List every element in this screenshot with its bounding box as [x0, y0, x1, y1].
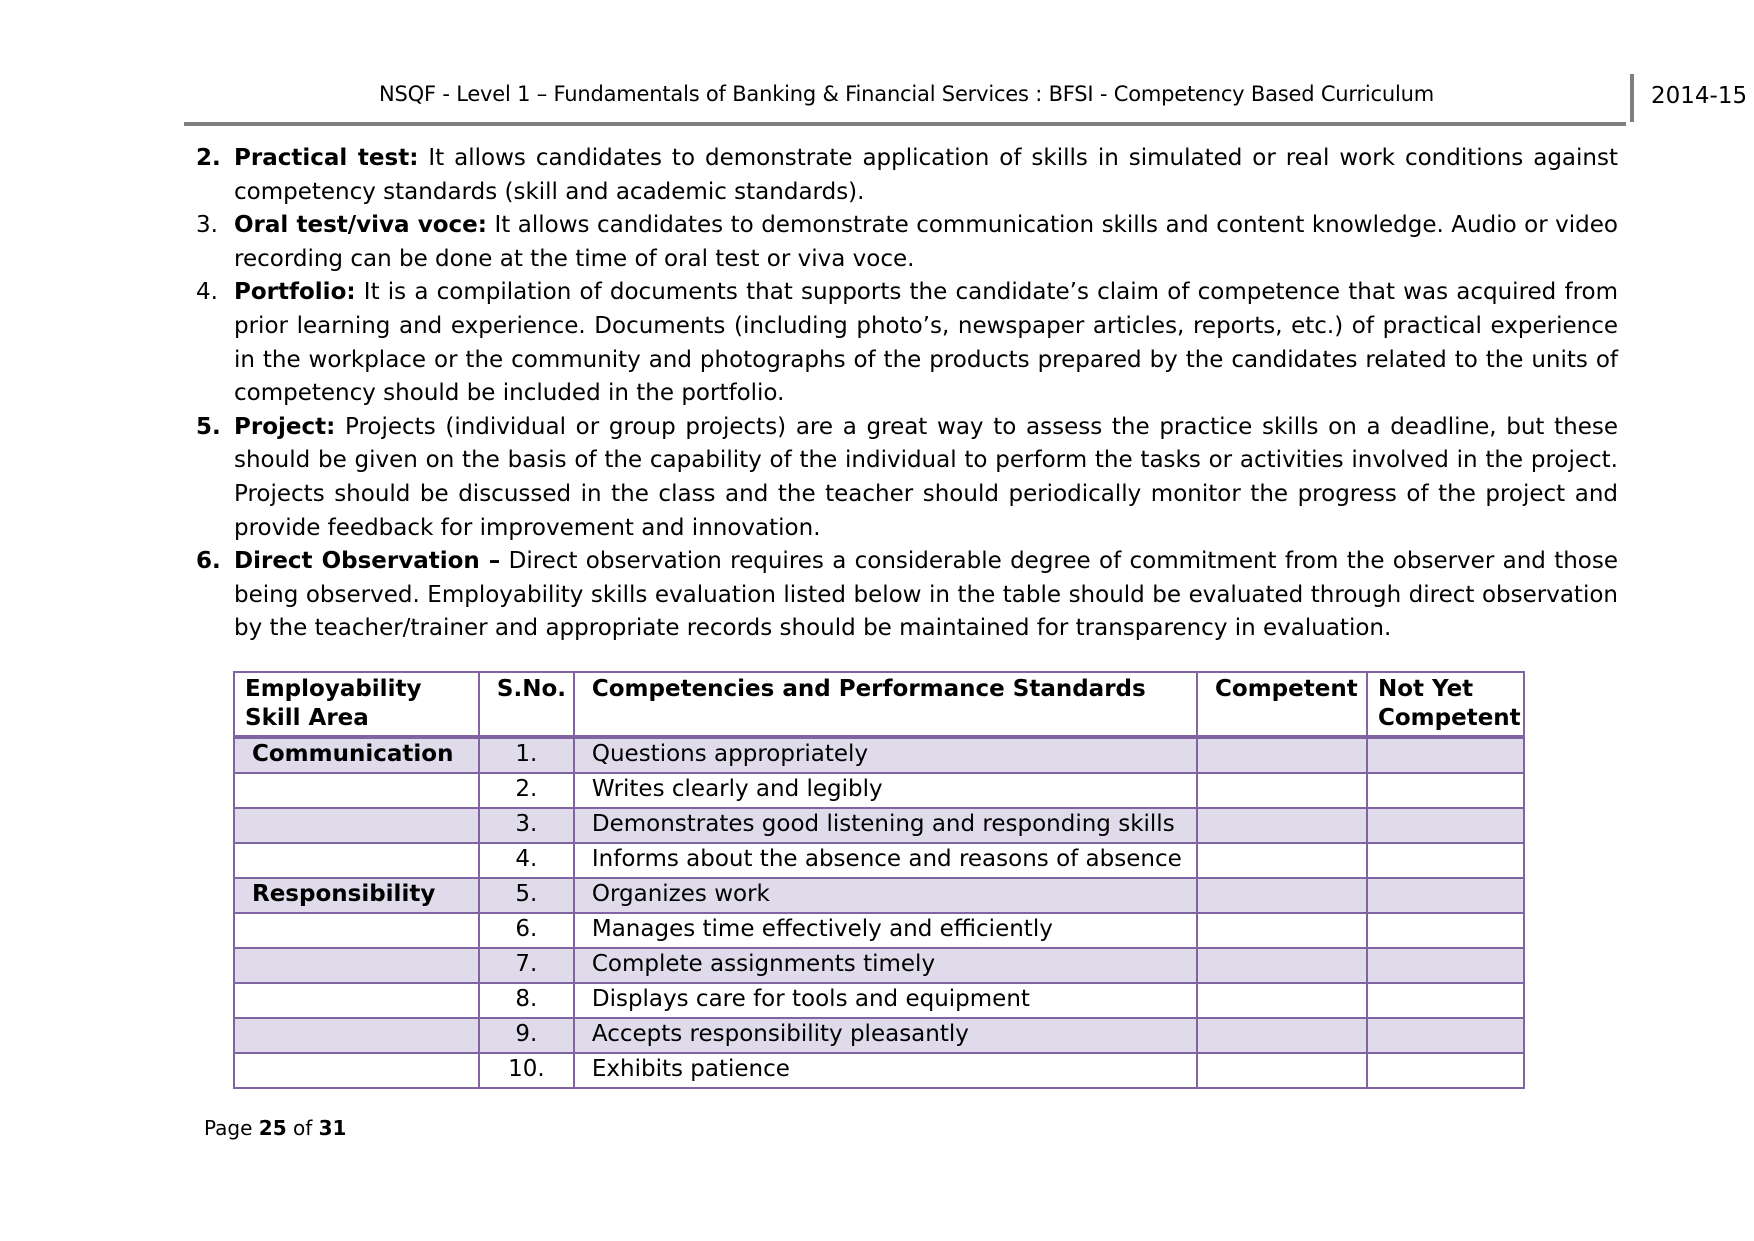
cell-competent [1197, 773, 1367, 808]
cell-standard: Questions appropriately [574, 737, 1197, 773]
col-header-standard: Competencies and Performance Standards [574, 672, 1197, 737]
cell-sno: 9. [479, 1018, 574, 1053]
page-number: 25 [258, 1116, 287, 1140]
header-divider [1630, 74, 1634, 122]
col-header-skill-area: Employability Skill Area [234, 672, 479, 737]
table-row [234, 983, 1524, 1018]
cell-not-yet-competent [1367, 913, 1524, 948]
table-row [234, 773, 1524, 808]
list-item [196, 411, 1618, 545]
total-pages: 31 [318, 1116, 347, 1140]
cell-sno: 6. [479, 913, 574, 948]
cell-skill-area [234, 948, 479, 983]
item-number: 5. [196, 413, 221, 440]
employability-skills-table [233, 671, 1525, 1089]
cell-sno: 10. [479, 1053, 574, 1088]
cell-not-yet-competent [1367, 878, 1524, 913]
cell-sno: 3. [479, 808, 574, 843]
cell-skill-area [234, 1018, 479, 1053]
cell-sno: 2. [479, 773, 574, 808]
item-text: Projects (individual or group projects) are a great way to assess the practice skills on a deadline, but these should be given on the basis of the capability of the individual to perform the tasks or activities involved in the project. Projects should be discussed in the class and the teacher should periodically monitor the progress of the project and provide feedback for improvement and innovation. [234, 413, 1618, 541]
cell-competent [1197, 737, 1367, 773]
col-header-sno: S.No. [479, 672, 574, 737]
table-row [234, 737, 1524, 773]
table-row [234, 843, 1524, 878]
cell-competent [1197, 843, 1367, 878]
cell-standard: Manages time effectively and efficiently [574, 913, 1197, 948]
cell-skill-area [234, 913, 479, 948]
cell-not-yet-competent [1367, 808, 1524, 843]
item-number: 6. [196, 548, 221, 575]
table-row [234, 808, 1524, 843]
item-label: Practical test: [234, 145, 419, 171]
item-text: It allows candidates to demonstrate application of skills in simulated or real work conditions against competency standards (skill and academic standards). [234, 145, 1618, 205]
cell-competent [1197, 913, 1367, 948]
cell-competent [1197, 948, 1367, 983]
cell-standard: Accepts responsibility pleasantly [574, 1018, 1197, 1053]
cell-sno: 4. [479, 843, 574, 878]
cell-not-yet-competent [1367, 843, 1524, 878]
item-text: It allows candidates to demonstrate communication skills and content knowledge. Audio or video recording can be done at the time of oral test or viva voce. [234, 212, 1618, 272]
cell-standard: Organizes work [574, 878, 1197, 913]
cell-competent [1197, 808, 1367, 843]
cell-standard: Demonstrates good listening and responding skills [574, 808, 1197, 843]
list-item [196, 545, 1618, 646]
page-header [184, 74, 1748, 126]
cell-standard: Displays care for tools and equipment [574, 983, 1197, 1018]
item-label: Oral test/viva voce: [234, 212, 487, 239]
table-row [234, 878, 1524, 913]
cell-not-yet-competent [1367, 773, 1524, 808]
cell-sno: 7. [479, 948, 574, 983]
cell-skill-area [234, 843, 479, 878]
cell-sno: 5. [479, 878, 574, 913]
cell-standard: Informs about the absence and reasons of absence [574, 843, 1197, 878]
cell-not-yet-competent [1367, 737, 1524, 773]
cell-skill-area [234, 773, 479, 808]
cell-competent [1197, 878, 1367, 913]
table-row [234, 1053, 1524, 1088]
cell-skill-area: Communication [234, 737, 479, 773]
header-year: 2014-15 [1651, 83, 1748, 109]
cell-sno: 1. [479, 737, 574, 773]
cell-standard: Complete assignments timely [574, 948, 1197, 983]
cell-not-yet-competent [1367, 1018, 1524, 1053]
list-item [196, 209, 1618, 276]
item-number: 4. [196, 279, 218, 306]
cell-skill-area [234, 983, 479, 1018]
item-number: 2. [196, 145, 221, 171]
item-label: Direct Observation – [234, 548, 501, 575]
cell-standard: Writes clearly and legibly [574, 773, 1197, 808]
cell-not-yet-competent [1367, 983, 1524, 1018]
header-title: NSQF - Level 1 – Fundamentals of Banking & Financial Services : BFSI - Competency Based Curriculum [379, 82, 1434, 106]
cell-competent [1197, 1053, 1367, 1088]
table-row [234, 1018, 1524, 1053]
page-word: Page [204, 1116, 259, 1140]
assessment-methods-list [196, 142, 1618, 646]
item-text: Direct observation requires a considerable degree of commitment from the observer and those being observed. Employability skills evaluation listed below in the table should be evaluated through direct observation by the teacher/trainer and appropriate records should be maintained for transparency in evaluation. [234, 548, 1618, 642]
cell-competent [1197, 1018, 1367, 1053]
item-label: Portfolio: [234, 279, 356, 306]
table-row [234, 913, 1524, 948]
list-item [196, 276, 1618, 410]
cell-not-yet-competent [1367, 1053, 1524, 1088]
item-text: It is a compilation of documents that supports the candidate’s claim of competence that was acquired from prior learning and experience. Documents (including photo’s, newspaper articles, reports, etc.) of practical experience in the workplace or the community and photographs of the products prepared by the candidates related to the units of competency should be included in the portfolio. [234, 279, 1618, 407]
cell-competent [1197, 983, 1367, 1018]
item-number: 3. [196, 212, 218, 239]
cell-skill-area [234, 1053, 479, 1088]
col-header-competent: Competent [1197, 672, 1367, 737]
item-label: Project: [234, 413, 336, 440]
col-header-not-yet-competent: Not Yet Competent [1367, 672, 1524, 737]
table-row [234, 948, 1524, 983]
of-word: of [286, 1116, 319, 1140]
cell-skill-area: Responsibility [234, 878, 479, 913]
page-footer [204, 1116, 346, 1140]
cell-skill-area [234, 808, 479, 843]
table-header-row [234, 672, 1524, 737]
cell-standard: Exhibits patience [574, 1053, 1197, 1088]
list-item [196, 142, 1618, 209]
cell-not-yet-competent [1367, 948, 1524, 983]
cell-sno: 8. [479, 983, 574, 1018]
